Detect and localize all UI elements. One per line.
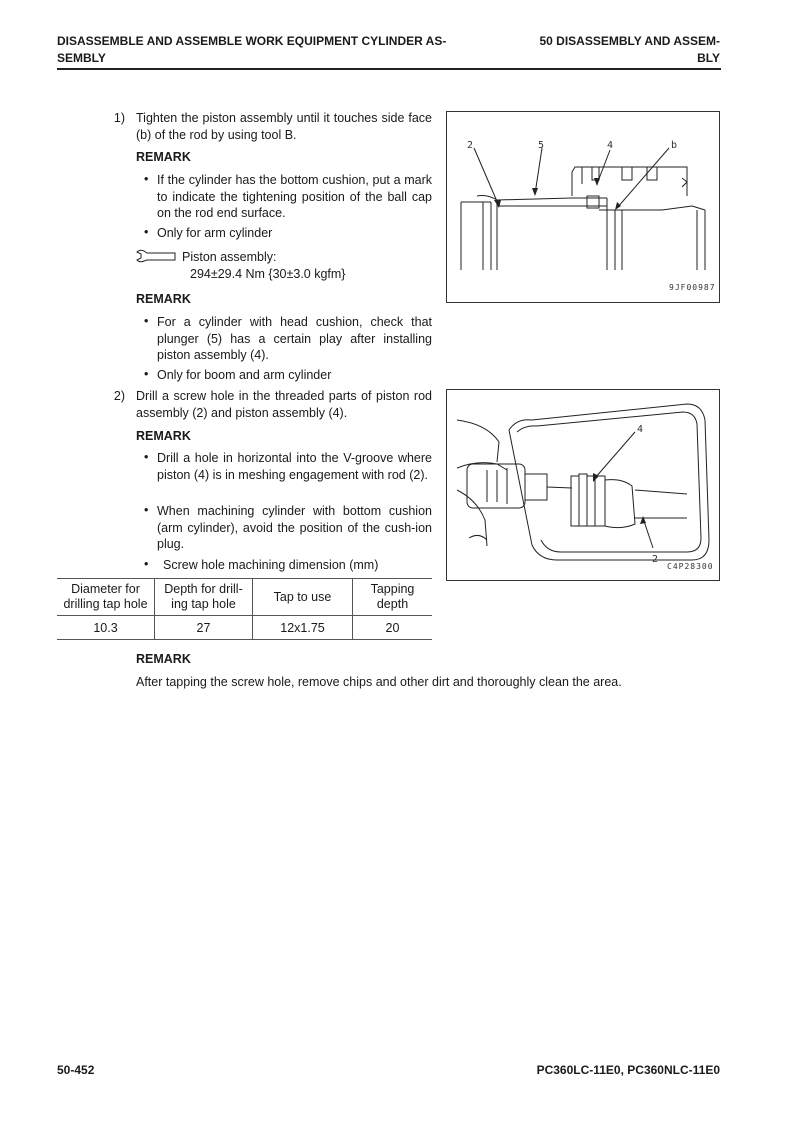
header-right-title: 50 DISASSEMBLY AND ASSEM- BLY — [539, 34, 720, 65]
bullet-dot: • — [144, 367, 149, 381]
header-left-title: DISASSEMBLE AND ASSEMBLE WORK EQUIPMENT CYLINDER AS- SEMBLY — [57, 34, 447, 65]
list-item: • When machining cylinder with bottom cushion (arm cylinder), avoid the position of the cush-ion plug. — [144, 503, 432, 551]
figure1-label-2: 2 — [467, 140, 474, 151]
table-cell: 20 — [385, 620, 400, 635]
bullet-dot: • — [144, 225, 149, 239]
table-header-cell: Diameter for drilling tap hole — [57, 579, 155, 616]
list-item: • If the cylinder has the bottom cushion, put a mark to indicate the tightening position of the ball cap on the rod end surface. — [144, 172, 432, 220]
list-item: • Only for boom and arm cylinder — [144, 367, 332, 382]
step-2-text: Drill a screw hole in the threaded parts of piston rod assembly (2) and piston assembly (4). — [136, 389, 432, 420]
header-rule — [57, 68, 721, 70]
figure1-label-b: b — [671, 140, 678, 151]
step-2-number: 2) — [113, 389, 125, 403]
wrench-icon — [135, 249, 177, 263]
page-number: 50-452 — [57, 1063, 95, 1077]
list-item: • Drill a hole in horizontal into the V-groove where piston (4) is in meshing engagement with rod (2). — [144, 450, 432, 482]
step-1-number: 1) — [113, 111, 125, 125]
figure2-code: C4P28300 — [667, 562, 714, 571]
figure1-label-4: 4 — [607, 140, 614, 151]
table-header-row — [57, 579, 432, 616]
table-row — [57, 616, 432, 640]
step-1-text: Tighten the piston assembly until it touches side face (b) of the rod by using tool B. — [136, 111, 432, 142]
step-1-remark2-heading: REMARK — [136, 292, 191, 306]
list-item: • Screw hole machining dimension (mm) — [144, 557, 379, 572]
figure2-label-4: 4 — [637, 424, 644, 435]
torque-value: 294±29.4 Nm {30±3.0 kgfm} — [190, 267, 346, 281]
torque-label: Piston assembly: — [182, 250, 277, 264]
bullet-dot: • — [144, 314, 149, 328]
table-header-cell: Depth for drill-ing tap hole — [155, 579, 253, 616]
bullet-dot: • — [144, 557, 149, 571]
table-cell: 12x1.75 — [253, 616, 353, 640]
drilling-illustration — [447, 390, 719, 580]
figure-drilling — [446, 389, 720, 581]
list-item: • Only for arm cylinder — [144, 225, 273, 240]
bullet-dot: • — [144, 503, 149, 517]
header-section-title — [57, 33, 502, 67]
figure1-label-5: 5 — [538, 140, 545, 151]
table-header-cell: Tapping depth — [370, 582, 415, 611]
bullet-dot: • — [144, 172, 149, 186]
final-remark-text: After tapping the screw hole, remove chips and other dirt and thoroughly clean the area. — [136, 675, 622, 689]
step-2-remark-heading: REMARK — [136, 429, 191, 443]
list-item: • For a cylinder with head cushion, check that plunger (5) has a certain play after installing piston assembly (4). — [144, 314, 432, 362]
header-chapter-title — [515, 33, 720, 67]
figure1-code: 9JF00987 — [669, 283, 716, 292]
table-cell: 10.3 — [57, 616, 155, 640]
final-remark-heading: REMARK — [136, 652, 191, 666]
piston-assembly-illustration — [447, 112, 719, 302]
footer-model: PC360LC-11E0, PC360NLC-11E0 — [536, 1063, 720, 1077]
screw-hole-dimension-table — [57, 578, 432, 640]
figure2-label-2: 2 — [652, 554, 659, 565]
table-header-cell: Tap to use — [253, 579, 353, 616]
figure-piston-tightening — [446, 111, 720, 303]
bullet-dot: • — [144, 450, 149, 464]
table-cell: 27 — [155, 616, 253, 640]
step-1-remark-heading: REMARK — [136, 150, 191, 164]
